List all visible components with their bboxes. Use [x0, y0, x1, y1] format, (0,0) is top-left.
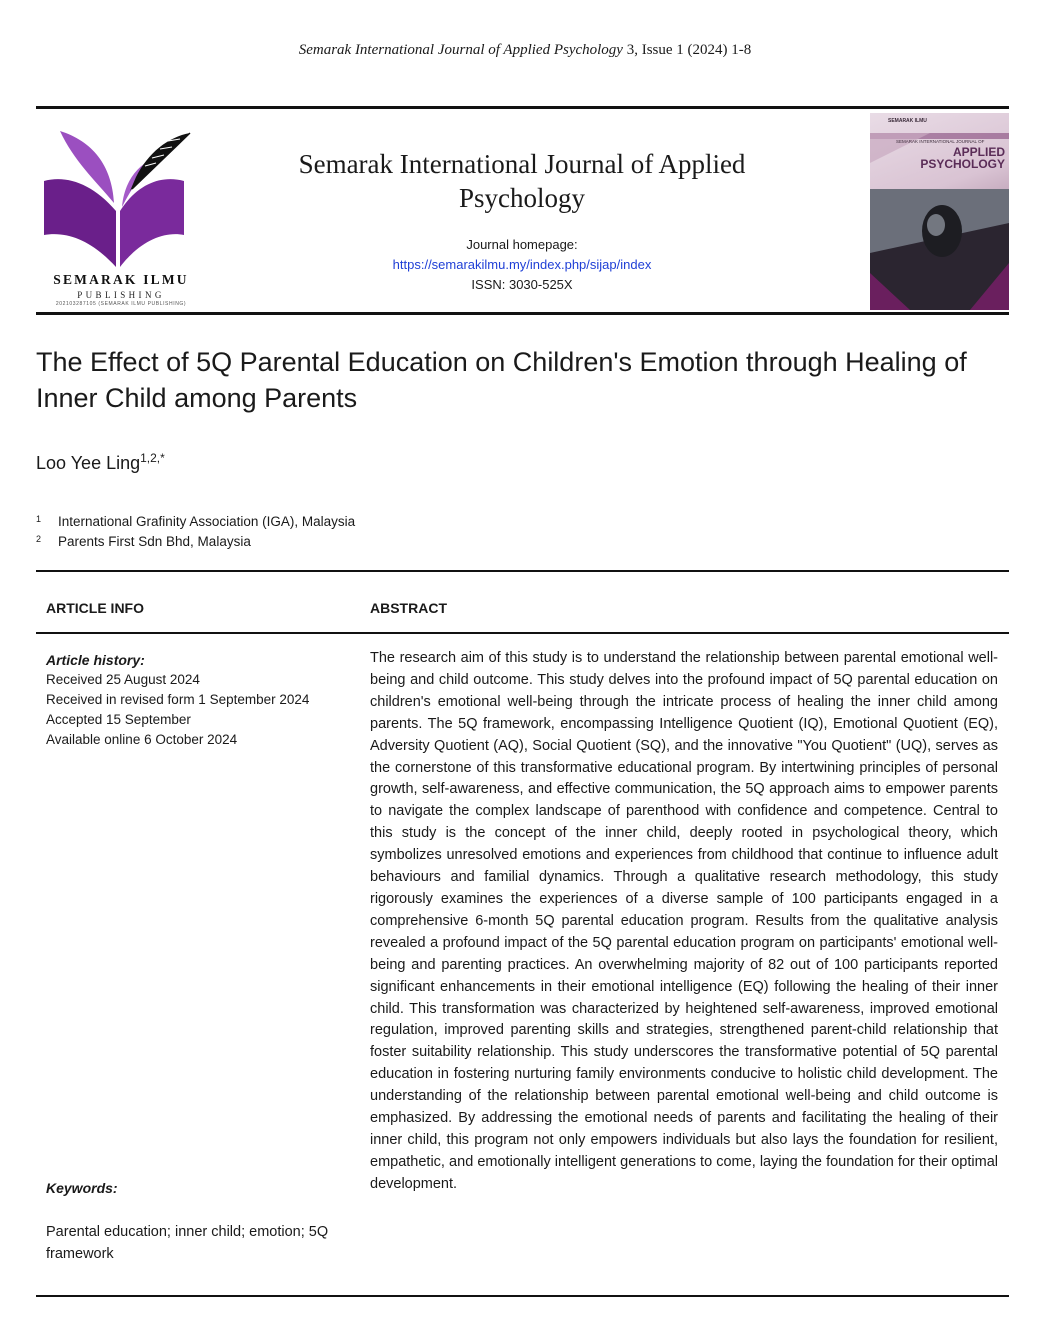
history-received: Received 25 August 2024 — [46, 672, 200, 687]
article-history-label: Article history: — [46, 652, 145, 668]
footer-rule — [36, 1295, 1009, 1297]
journal-title: Semarak International Journal of Applied Psychology — [298, 149, 746, 213]
affiliation-1-text: International Grafinity Association (IGA), Malaysia — [58, 514, 356, 529]
history-revised: Received in revised form 1 September 2024 — [46, 692, 310, 707]
logo-publisher-name: SEMARAK ILMU — [53, 272, 189, 287]
running-head — [0, 42, 1050, 59]
homepage-label: Journal homepage: — [466, 237, 578, 252]
info-top-rule — [36, 570, 1009, 572]
history-online: Available online 6 October 2024 — [46, 732, 238, 747]
abstract-text: The research aim of this study is to understand the relationship between parental emotional well-being and child outcome. This study delves into the profound impact of 5Q parental education on children's emotional well-being through the intricate process of healing the inner child among parents. The 5Q framework, encompassing Intelligence Quotient (IQ), Emotional Quotient (EQ), Adversity Quotient (AQ), Social Quotient (SQ), and the innovative "You Quotient" (UQ), serves as the cornerstone of this transformative educational program. By intertwining principles of personal growth, self-awareness, and effective communication, the 5Q approach aims to empower parents to navigate the complex landscape of parenthood with confidence and competence. Central to this study is the concept of the inner child, deeply rooted in psychological theory, which symbolizes unresolved emotions and experiences from childhood that continue to influence adult behaviours and familial dynamics. Through a qualitative research methodology, this study rigorously examines the experiences of a diverse sample of 100 participants engaged in a comprehensive 6-month 5Q parental education program. Results from the qualitative analysis revealed a profound impact of the 5Q parental education program on participants' emotional well-being and parenting practices. An overwhelming majority of 82 out of 100 participants reported significant enhancements in their emotional intelligence (EQ) following the healing of their inner child. This transformation was characterized by heightened self-awareness, improved emotional regulation, improved parenting skills and strategies, strengthened parent-child relationship that foster suitability relationship. This study underscores the transformative potential of 5Q parental education in fostering nurturing family environments conducive to holistic child development. The understanding of the relationship between parental emotional well-being and child outcome is emphasized. By addressing the emotional needs of parents and facilitating the healing of their inner child, this program not only empowers individuals but also lays the foundation for resilient, empathetic, and emotionally intelligent generations to come, laying the foundation for their optimal development. — [370, 650, 998, 1192]
cover-publisher: SEMARAK ILMU — [888, 118, 927, 124]
masthead — [36, 113, 1009, 310]
info-header-rule — [36, 632, 1009, 634]
keywords-label: Keywords: — [46, 1180, 118, 1196]
publisher-logo — [40, 119, 200, 309]
running-head-details: 3, Issue 1 (2024) 1-8 — [622, 42, 752, 58]
affiliation-2 — [36, 534, 251, 549]
abstract-heading: ABSTRACT — [370, 600, 447, 616]
article-history — [46, 650, 346, 750]
homepage-link[interactable]: https://semarakilmu.my/index.php/sijap/index — [392, 257, 652, 272]
keywords: Parental education; inner child; emotion; 5Q framework — [46, 1224, 329, 1262]
affiliation-1 — [36, 514, 355, 529]
masthead-bottom-rule — [36, 312, 1009, 315]
cover-small-title: SEMARAK INTERNATIONAL JOURNAL OF — [896, 139, 985, 144]
affiliation-2-num: 2 — [36, 534, 42, 544]
cover-title: APPLIED PSYCHOLOGY — [920, 145, 1005, 171]
history-accepted: Accepted 15 September — [46, 712, 191, 727]
running-head-journal: Semarak International Journal of Applied Psychology — [298, 42, 623, 58]
open-book-quill-icon — [40, 119, 200, 269]
affiliation-1-num: 1 — [36, 514, 42, 524]
article-title: The Effect of 5Q Parental Education on Children's Emotion through Healing of Inner Child among Parents — [36, 347, 967, 413]
issn: ISSN: 3030-525X — [471, 277, 573, 292]
logo-registration: 202103287105 (SEMARAK ILMU PUBLISHING) — [55, 301, 187, 307]
author-name: Loo Yee Ling — [36, 453, 141, 473]
article-info-heading: ARTICLE INFO — [46, 600, 144, 616]
journal-cover-image — [870, 113, 1009, 310]
masthead-top-rule — [36, 106, 1009, 109]
author — [36, 453, 165, 474]
affiliation-2-text: Parents First Sdn Bhd, Malaysia — [58, 534, 251, 549]
logo-publisher-sub: PUBLISHING — [77, 290, 165, 300]
author-superscript: 1,2,* — [140, 451, 165, 465]
